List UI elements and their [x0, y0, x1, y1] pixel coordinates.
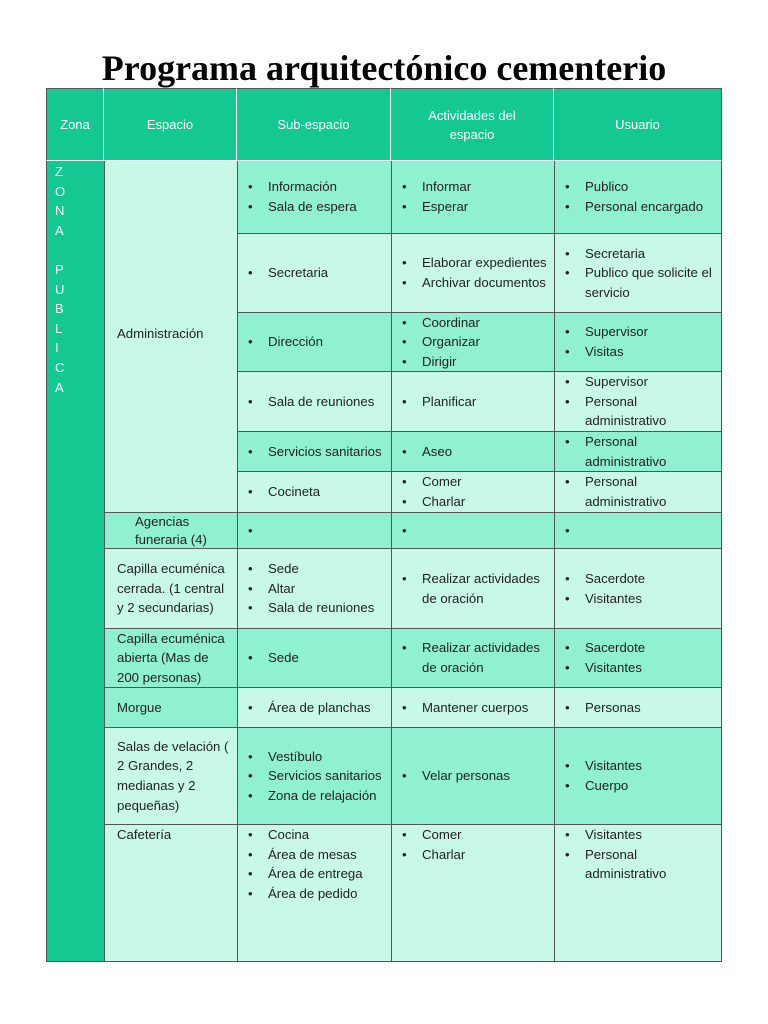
espacio-cell: [104, 688, 237, 728]
sub-list: [238, 482, 391, 502]
usr-list: [555, 244, 721, 303]
list-item: • Comer: [392, 472, 554, 492]
list-item: • Servicios sanitarios: [238, 766, 391, 786]
list-item: [555, 521, 721, 541]
list-item: • Área de mesas: [238, 845, 391, 865]
usr-cell: [554, 313, 722, 372]
sub-list: [238, 825, 391, 903]
header-zona-label: Zona: [60, 117, 90, 132]
list-item: • Cocina: [238, 825, 391, 845]
list-item: • Planificar: [392, 392, 554, 412]
list-item: • Sala de reuniones: [238, 392, 391, 412]
list-item: • Visitantes: [555, 589, 721, 609]
usr-list: [555, 569, 721, 608]
list-item: • Área de planchas: [238, 698, 391, 718]
act-cell: [391, 549, 554, 629]
list-item: • Coordinar: [392, 313, 554, 332]
espacio-label: Capilla ecuménica cerrada. (1 central y 2 secundarias): [117, 561, 225, 616]
act-list: [392, 521, 554, 541]
list-item: • Comer: [392, 825, 554, 845]
sub-list: [238, 177, 391, 216]
act-cell: [391, 688, 554, 728]
list-item: • Dirección: [238, 332, 391, 352]
list-item: • Supervisor: [555, 322, 721, 342]
espacio-cell: [104, 825, 237, 962]
list-item: • Sacerdote: [555, 569, 721, 589]
act-list: [392, 313, 554, 371]
sub-list: [238, 263, 391, 283]
usr-list: [555, 322, 721, 361]
list-item: • Visitantes: [555, 756, 721, 776]
sub-list: [238, 698, 391, 718]
header-actividades: [391, 88, 554, 161]
usr-list: [555, 698, 721, 718]
header-subespacio: [237, 88, 391, 161]
espacio-cell: [104, 629, 237, 688]
list-item: • Archivar documentos: [392, 273, 554, 293]
act-list: [392, 825, 554, 864]
list-item: • Charlar: [392, 492, 554, 512]
list-item: • Altar: [238, 579, 391, 599]
list-item: • Secretaria: [555, 244, 721, 264]
sub-cell: [237, 372, 391, 432]
header-zona: [46, 88, 104, 161]
usr-list: [555, 638, 721, 677]
zone-letter: Z: [55, 164, 63, 179]
usr-cell: [554, 549, 722, 629]
list-item: • Personas: [555, 698, 721, 718]
zone-letter: U: [55, 281, 65, 297]
list-item: • Esperar: [392, 197, 554, 217]
sub-cell: [237, 728, 391, 825]
list-item: [238, 521, 391, 541]
usr-cell: [554, 432, 722, 472]
espacio-label: Salas de velación ( 2 Grandes, 2 medianas y 2 pequeñas): [117, 738, 229, 813]
usr-cell: [554, 513, 722, 549]
act-cell: [391, 313, 554, 372]
list-item: • Publico que solicite el servicio: [555, 263, 721, 302]
list-item: • Organizar: [392, 332, 554, 352]
list-item: • Publico: [555, 177, 721, 197]
sub-cell: [237, 825, 391, 962]
espacio-label: Agencias funeraria (4): [135, 513, 207, 547]
zone-label: [46, 161, 104, 962]
sub-list: [238, 392, 391, 412]
list-item: • Sala de reuniones: [238, 598, 391, 618]
act-cell: [391, 513, 554, 549]
sub-list: [238, 648, 391, 668]
act-list: [392, 472, 554, 511]
act-list: [392, 392, 554, 412]
sub-cell: [237, 513, 391, 549]
list-item: • Sede: [238, 648, 391, 668]
act-list: [392, 569, 554, 608]
header-subespacio-label: Sub-espacio: [277, 117, 350, 132]
sub-cell: [237, 688, 391, 728]
list-item: • Realizar actividades de oración: [392, 638, 554, 677]
sub-cell: [237, 472, 391, 513]
list-item: • Aseo: [392, 442, 554, 462]
act-list: [392, 698, 554, 718]
list-item: • Sala de espera: [238, 197, 391, 217]
list-item: [392, 521, 554, 541]
act-list: [392, 766, 554, 786]
list-item: • Velar personas: [392, 766, 554, 786]
espacio-cell: [104, 513, 237, 549]
usr-cell: [554, 161, 722, 234]
list-item: • Mantener cuerpos: [392, 698, 554, 718]
list-item: • Personal administrativo: [555, 432, 721, 471]
list-item: • Área de pedido: [238, 884, 391, 904]
sub-cell: [237, 629, 391, 688]
espacio-cell: [104, 161, 237, 513]
sub-list: [238, 442, 391, 462]
usr-cell: [554, 629, 722, 688]
usr-cell: [554, 234, 722, 313]
sub-cell: [237, 234, 391, 313]
list-item: • Sacerdote: [555, 638, 721, 658]
list-item: • Secretaria: [238, 263, 391, 283]
header-actividades-label: Actividades del espacio: [428, 107, 516, 142]
list-item: • Servicios sanitarios: [238, 442, 391, 462]
zone-letter: [55, 240, 104, 260]
list-item: • Dirigir: [392, 352, 554, 372]
sub-cell: [237, 161, 391, 234]
header-usuario-label: Usuario: [615, 117, 660, 132]
list-item: • Informar: [392, 177, 554, 197]
act-list: [392, 253, 554, 292]
usr-list: [555, 521, 721, 541]
espacio-label: Morgue: [117, 699, 162, 715]
usr-cell: [554, 825, 722, 962]
act-list: [392, 442, 554, 462]
list-item: • Personal administrativo: [555, 472, 721, 511]
zone-letter: P: [55, 261, 64, 277]
sub-list: [238, 559, 391, 618]
list-item: • Área de entrega: [238, 864, 391, 884]
list-item: • Visitantes: [555, 825, 721, 845]
header-usuario: [554, 88, 722, 161]
zone-letter: L: [55, 320, 63, 336]
list-item: • Información: [238, 177, 391, 197]
act-cell: [391, 432, 554, 472]
zone-letter: C: [55, 359, 65, 375]
act-cell: [391, 472, 554, 513]
act-cell: [391, 825, 554, 962]
act-cell: [391, 234, 554, 313]
espacio-label: Capilla ecuménica abierta (Mas de 200 personas): [117, 630, 225, 685]
zone-letter: O: [55, 183, 66, 199]
list-item: • Sede: [238, 559, 391, 579]
list-item: • Personal encargado: [555, 197, 721, 217]
usr-list: [555, 756, 721, 795]
act-list: [392, 638, 554, 677]
usr-cell: [554, 372, 722, 432]
usr-cell: [554, 688, 722, 728]
header-espacio: [104, 88, 237, 161]
usr-list: [555, 372, 721, 431]
zone-letter: A: [55, 379, 64, 395]
act-cell: [391, 372, 554, 432]
zone-letter: I: [55, 340, 59, 356]
espacio-label: Administración: [117, 326, 204, 341]
espacio-label: Cafetería: [117, 827, 172, 842]
zone-letter: N: [55, 203, 65, 219]
usr-list: [555, 825, 721, 884]
list-item: • Vestíbulo: [238, 747, 391, 767]
list-item: • Charlar: [392, 845, 554, 865]
sub-cell: [237, 313, 391, 372]
usr-cell: [554, 472, 722, 513]
act-cell: [391, 629, 554, 688]
usr-cell: [554, 728, 722, 825]
list-item: • Visitas: [555, 342, 721, 362]
header-espacio-label: Espacio: [146, 117, 194, 132]
sub-cell: [237, 549, 391, 629]
list-item: • Supervisor: [555, 372, 721, 392]
usr-list: [555, 177, 721, 216]
sub-list: [238, 521, 391, 541]
page-title: Programa arquitectónico cementerio: [101, 48, 667, 88]
sub-list: [238, 747, 391, 806]
zone-letter: B: [55, 301, 64, 317]
list-item: • Personal administrativo: [555, 392, 721, 431]
list-item: • Elaborar expedientes: [392, 253, 554, 273]
usr-list: [555, 432, 721, 471]
sub-list: [238, 332, 391, 352]
list-item: • Visitantes: [555, 658, 721, 678]
act-list: [392, 177, 554, 216]
list-item: • Cocineta: [238, 482, 391, 502]
sub-cell: [237, 432, 391, 472]
usr-list: [555, 472, 721, 511]
zone-letter: A: [55, 222, 64, 238]
list-item: • Realizar actividades de oración: [392, 569, 554, 608]
list-item: • Personal administrativo: [555, 845, 721, 884]
list-item: • Zona de relajación: [238, 786, 391, 806]
list-item: • Cuerpo: [555, 776, 721, 796]
espacio-cell: [104, 549, 237, 629]
act-cell: [391, 161, 554, 234]
espacio-cell: [104, 728, 237, 825]
act-cell: [391, 728, 554, 825]
